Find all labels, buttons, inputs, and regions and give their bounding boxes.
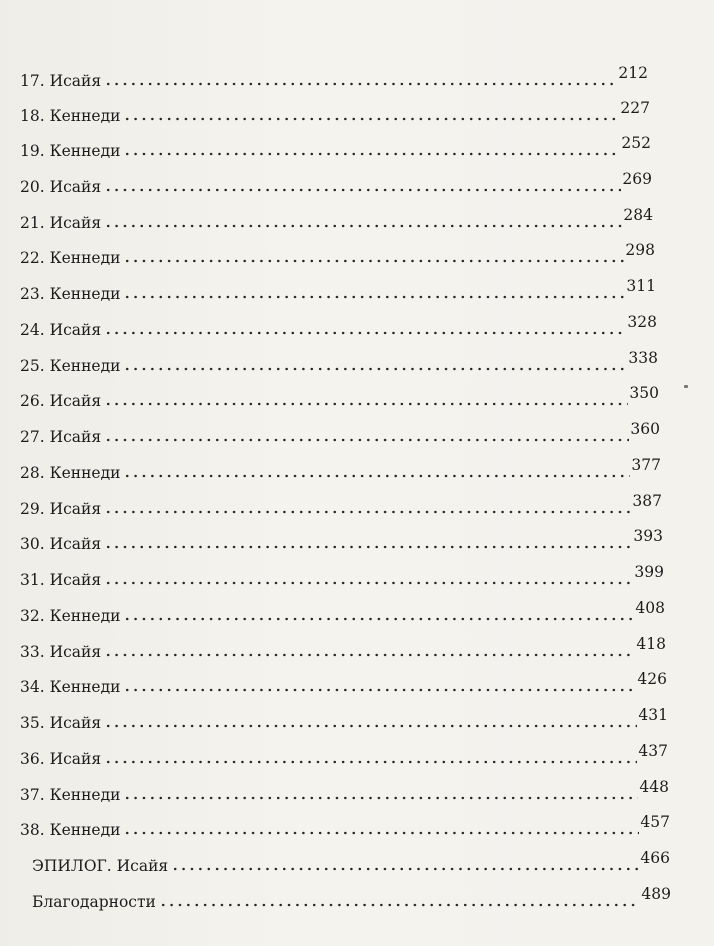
toc-entry [20,600,665,624]
toc-entry [20,671,667,695]
toc-entry-label: 25. Кеннеди [20,356,121,375]
toc-entry-label: 31. Исайя [20,570,102,589]
toc-entry-page: 377 [631,455,661,474]
dot-leader [104,438,629,442]
toc-entry-label: 24. Исайя [20,320,102,339]
toc-entry-page: 269 [622,169,652,188]
toc-entry-label: 32. Кеннеди [20,606,121,625]
toc-entry-page: 284 [623,205,653,224]
toc-entry-label: 37. Кеннеди [20,785,121,804]
toc-entry [20,242,655,266]
toc-entry-page: 418 [636,634,666,653]
dot-leader [104,82,617,86]
toc-entry-label: 19. Кеннеди [20,141,121,160]
toc-entry-label: 17. Исайя [20,71,102,90]
toc-entry [20,528,663,552]
dot-leader [123,688,636,692]
toc-entry-label: 30. Исайя [20,534,102,553]
dot-leader [123,152,620,156]
dot-leader [123,474,630,478]
toc-entry [32,850,670,874]
toc-entry [20,314,657,338]
toc-entry-label: 28. Кеннеди [20,463,121,482]
toc-entry-label: 33. Исайя [20,642,102,661]
toc-entry-page: 408 [635,598,665,617]
toc-entry-label: 23. Кеннеди [20,284,121,303]
toc-entry [20,493,662,517]
toc-entry-page: 448 [639,777,669,796]
toc-entry [20,207,653,231]
dot-leader [123,796,638,800]
dot-leader [123,117,619,121]
toc-entry [20,385,659,409]
toc-entry-label: Благодарности [32,892,156,911]
toc-entry-page: 311 [626,276,656,295]
dot-leader [123,295,625,299]
toc-entry [20,171,652,195]
dot-leader [104,402,628,406]
toc-entry-label: 29. Исайя [20,499,102,518]
toc-entry-label: 35. Исайя [20,713,102,732]
toc-entry [32,886,671,910]
toc-entry-page: 431 [638,705,668,724]
toc-entry-label: 21. Исайя [20,213,102,232]
toc-entry-page: 489 [641,884,671,903]
toc-entry-page: 387 [632,491,662,510]
dot-leader [123,259,624,263]
toc-entry-label: 38. Кеннеди [20,820,121,839]
dot-leader [104,581,633,585]
dot-leader [123,367,627,371]
toc-entry-page: 212 [618,63,648,82]
toc-entry [20,636,666,660]
toc-entry [20,421,660,445]
dot-leader [171,867,639,871]
toc-entry-page: 426 [637,669,667,688]
dot-leader [104,188,621,192]
toc-entry-label: 34. Кеннеди [20,677,121,696]
toc-entry [20,100,650,124]
toc-entry [20,564,664,588]
toc-entry [20,135,651,159]
toc-entry [20,779,669,803]
toc-entry-page: 328 [627,312,657,331]
toc-entry-label: 36. Исайя [20,749,102,768]
dot-leader [104,331,626,335]
toc-entry [20,457,661,481]
toc-entry-label: 22. Кеннеди [20,248,121,267]
toc-entry [20,707,668,731]
toc-entry-page: 360 [630,419,660,438]
toc-entry [20,65,648,89]
toc-entry-page: 350 [629,383,659,402]
toc-entry-page: 399 [634,562,664,581]
dot-leader [123,831,639,835]
toc-entry-page: 298 [625,240,655,259]
toc-entry-page: 252 [621,133,651,152]
dot-leader [104,510,631,514]
toc-entry-page: 466 [640,848,670,867]
toc-entry [20,743,668,767]
toc-entry [20,814,670,838]
toc-entry-page: 457 [640,812,670,831]
toc-entry-page: 393 [633,526,663,545]
toc-entry [20,350,658,374]
toc-entry-page: 338 [628,348,658,367]
toc-entry-label: 20. Исайя [20,177,102,196]
toc-entry-label: ЭПИЛОГ. Исайя [32,856,169,875]
toc-entry [20,278,656,302]
dot-leader [159,903,641,907]
dot-leader [104,545,632,549]
paper-speck [684,385,688,388]
dot-leader [104,724,637,728]
toc-entry-page: 227 [620,98,650,117]
toc-entry-page: 437 [638,741,668,760]
toc-entry-label: 18. Кеннеди [20,106,121,125]
dot-leader [104,224,622,228]
dot-leader [104,653,635,657]
toc-entry-label: 27. Исайя [20,427,102,446]
dot-leader [104,760,637,764]
dot-leader [123,617,634,621]
toc-entry-label: 26. Исайя [20,391,102,410]
